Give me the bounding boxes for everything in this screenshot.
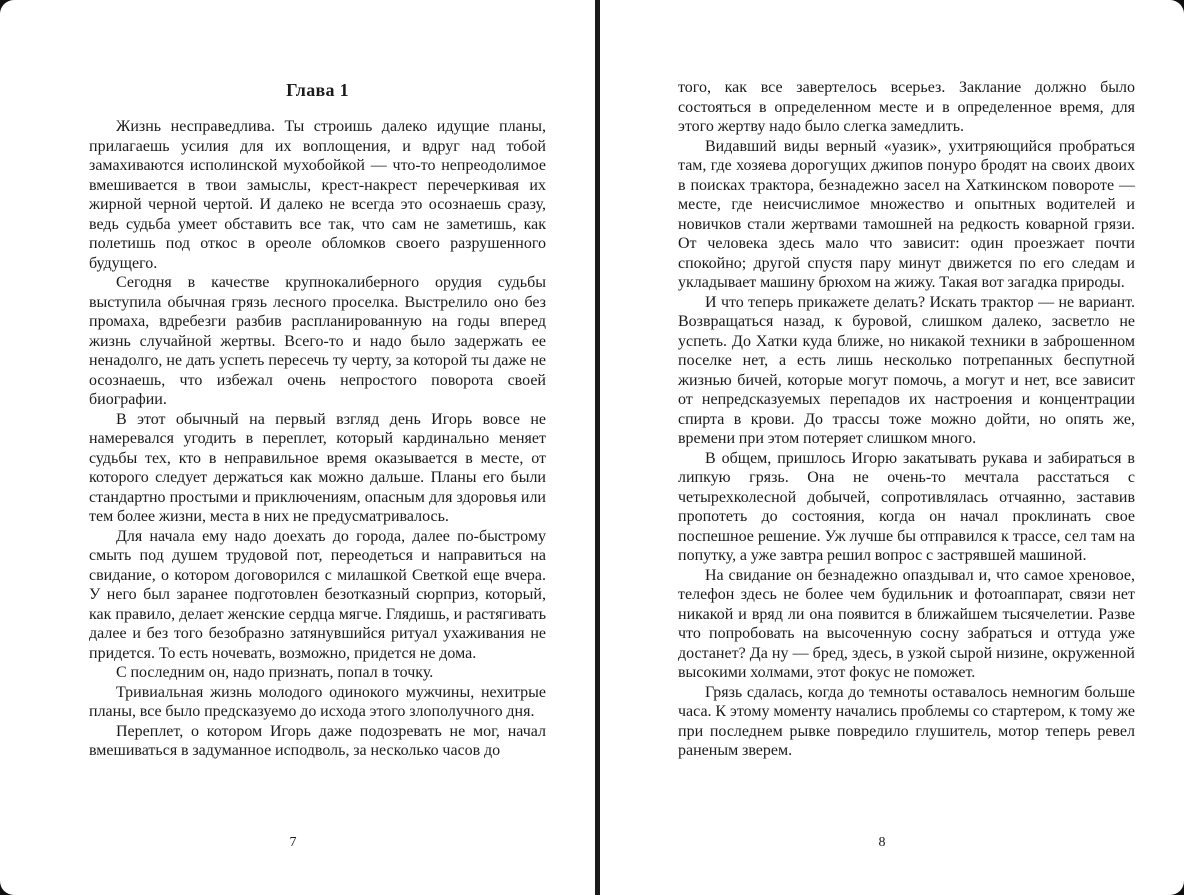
page-number-left: 7 xyxy=(289,835,297,850)
paragraph: На свидание он безнадежно опаздывал и, что самое хреновое, телефон здесь не более чем будильник и фотоаппарат, связи нет никакой и вряд ли она появится в ближайшем тысячелетии. Разве что попробовать на высоченную сосну забраться и оттуда уже достанет? Да ну — бред, здесь, в узкой сырой низине, окруженной высокими холмами, этот фокус не поможет. xyxy=(678,566,1135,681)
paragraph: И что теперь прикажете делать? Искать трактор — не вариант. Возвращаться назад, к буровой, слишком далеко, засветло не успеть. До Хатки куда ближе, но никакой техники в заброшенном поселке нет, а есть лишь несколько потрепанных беспутной жизнью бичей, которые могут помочь, а могут и нет, все зависит от непредсказуемых перепадов их настроения и концентрации спирта в крови. До трассы тоже можно дойти, но опять же, времени при этом потеряет слишком много. xyxy=(678,293,1135,447)
paragraph: Тривиальная жизнь молодого одинокого мужчины, нехитрые планы, все было предсказуемо до исхода этого злополучного дня. xyxy=(89,683,546,720)
paragraph: Для начала ему надо доехать до города, далее по-быстрому смыть под душем трудовой пот, переодеться и направиться на свидание, о котором договорился с милашкой Светкой еще вчера. У него был заранее подготовлен безотказный сюрприз, который, как правило, делает женские сердца мягче. Глядишь, и растягивать далее и без того безобразно затянувшийся ритуал ухаживания не придется. То есть ночевать, возможно, придется не дома. xyxy=(89,527,546,662)
paragraph: Сегодня в качестве крупнокалиберного орудия судьбы выступила обычная грязь лесного проселка. Выстрелило оно без промаха, вдребезги разбив распланированную на годы вперед жизнь случайной жертвы. Всего-то и надо было задержать ее ненадолго, не дать успеть пересечь ту черту, за которой ты даже не осознаешь, что избежал очень непростого поворота своей биографии. xyxy=(89,274,546,408)
paragraph: Видавший виды верный «уазик», ухитряющийся пробраться там, где хозяева дорогущих джипов понуро бродят на своих двоих в поисках трактора, безнадежно засел на Хаткинском повороте — месте, где неисчислимое множество и опытных водителей и новичков стали жертвами тамошней на редкость коварной грязи. От человека здесь мало что зависит: один проезжает почти спокойно; другой спустя пару минут движется по его следам и укладывает машину брюхом на жижу. Такая вот загадка природы. xyxy=(678,137,1135,291)
paragraph: В этот обычный на первый взгляд день Игорь вовсе не намеревался угодить в переплет, который кардинально меняет судьбы тех, кто в неправильное время оказывается в месте, от которого следует держаться как можно дальше. Планы его были стандартно простыми и приключениям, опасным для здоровья или тем более жизни, места в них не предусматривалось. xyxy=(89,410,546,525)
paragraph-continuation: того, как все завертелось всерьез. Заклание должно было состояться в определенном месте и в определенное время, для этого жертву надо было слегка замедлить. xyxy=(678,79,1135,135)
page-right[interactable] xyxy=(600,0,1184,895)
page-right-text xyxy=(678,78,1135,761)
page-number-right: 8 xyxy=(878,835,886,850)
paragraph: Грязь сдалась, когда до темноты оставалось немногим больше часа. К этому моменту начались проблемы со стартером, к тому же при последнем рывке повредило глушитель, мотор теперь ревел раненым зверем. xyxy=(678,683,1135,759)
chapter-title: Глава 1 xyxy=(286,80,349,100)
paragraph: Жизнь несправедлива. Ты строишь далеко идущие планы, прилагаешь усилия для их воплощения, и вдруг над тобой замахиваются исполинской мухобойкой — что-то непреодолимое вмешивается в твои замыслы, крест-накрест перечеркивая их жирной черной чертой. И далеко не всегда это осознаешь сразу, ведь судьба умеет обставить все так, что сам не заметишь, как полетишь под откос в ореоле обломков своего разрушенного будущего. xyxy=(89,118,546,272)
paragraph: В общем, пришлось Игорю закатывать рукава и забираться в липкую грязь. Она не очень-то мечтала расстаться с четырехколесной добычей, сопротивлялась отчаянно, заставив пропотеть до состояния, когда он начал проклинать свое поспешное решение. Уж лучше бы отправился к трассе, сел там на попутку, а уже завтра решил вопрос с застрявшей машиной. xyxy=(678,449,1135,564)
page-left-text xyxy=(89,117,546,761)
paragraph: С последним он, надо признать, попал в точку. xyxy=(116,664,434,681)
paragraph: Переплет, о котором Игорь даже подозревать не мог, начал вмешиваться в задуманное исподволь, за несколько часов до xyxy=(89,722,546,759)
